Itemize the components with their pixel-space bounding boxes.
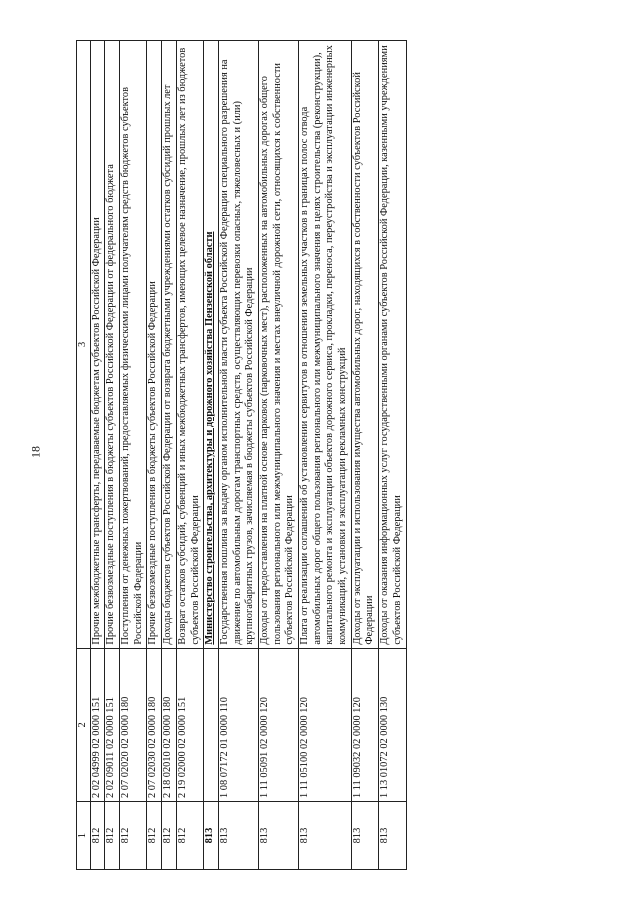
table-row	[105, 41, 120, 870]
admin-code-cell: 813	[351, 802, 378, 870]
table-row	[218, 41, 258, 870]
admin-code-cell: 812	[162, 802, 177, 870]
description-cell: Государственная пошлина за выдачу органом исполнительной власти субъекта Российской Федерации специального разрешения на движение по автомобильным дорогам транспортных средств, осуществляющих перевозки опасных, тяжеловесных и (или) крупногабаритных грузов, зачисляемая в бюджеты субъектов Российской Федерации	[218, 41, 258, 649]
revenue-code-cell: 2 19 02000 02 0000 151	[176, 648, 203, 801]
description-cell: Прочие безвозмездные поступления в бюджеты субъектов Российской Федерации	[147, 41, 162, 649]
revenue-code-cell: 1 08 07172 01 0000 110	[218, 648, 258, 801]
description-cell: Министерство строительства, архитектуры и дорожного хозяйства Пензенской области	[204, 41, 219, 649]
admin-code-cell: 812	[120, 802, 147, 870]
admin-code-cell: 812	[176, 802, 203, 870]
description-cell: Прочие безвозмездные поступления в бюджеты субъектов Российской Федерации от федерального бюджета	[105, 41, 120, 649]
admin-code-cell: 813	[299, 802, 352, 870]
budget-classification-table	[76, 40, 407, 870]
admin-code-cell: 812	[90, 802, 105, 870]
table-row	[120, 41, 147, 870]
table-row	[351, 41, 378, 870]
description-cell: Прочие межбюджетные трансферты, передаваемые бюджетам субъектов Российской Федерации	[90, 41, 105, 649]
revenue-code-cell: 2 07 02030 02 0000 180	[147, 648, 162, 801]
column-header-revenue-code: 2	[77, 648, 91, 801]
table-row	[258, 41, 298, 870]
revenue-code-cell: 2 18 02010 02 0000 180	[162, 648, 177, 801]
description-cell: Доходы от оказания информационных услуг государственными органами субъектов Российской Федерации, казенными учреждениями субъектов Российской Федерации	[379, 41, 406, 649]
description-cell: Возврат остатков субсидий, субвенций и иных межбюджетных трансфертов, имеющих целевое назначение, прошлых лет из бюджетов субъектов Российской Федерации	[176, 41, 203, 649]
revenue-code-cell: 1 11 05100 02 0000 120	[299, 648, 352, 801]
description-cell: Доходы от эксплуатации и использования имущества автомобильных дорог, находящихся в собственности субъектов Российской Федерации	[351, 41, 378, 649]
table-row	[90, 41, 105, 870]
revenue-code-cell: 2 02 09011 02 0000 151	[105, 648, 120, 801]
table-row	[147, 41, 162, 870]
revenue-code-cell: 1 11 09032 02 0000 120	[351, 648, 378, 801]
page-number: 18	[28, 446, 43, 458]
admin-code-cell: 813	[218, 802, 258, 870]
revenue-code-cell: 2 07 02020 02 0000 180	[120, 648, 147, 801]
table-section-row	[204, 41, 219, 870]
table-body	[90, 41, 406, 870]
table-row	[299, 41, 352, 870]
admin-code-cell: 812	[147, 802, 162, 870]
description-cell: Доходы от предоставления на платной основе парковок (парковочных мест), расположенных на автомобильных дорогах общего пользования регионального или межмуниципального значения и местах внеуличной дорожной сети, относящихся к собственности субъектов Российской Федерации	[258, 41, 298, 649]
admin-code-cell: 813	[204, 802, 219, 870]
admin-code-cell: 812	[105, 802, 120, 870]
revenue-code-cell: 1 11 05091 02 0000 120	[258, 648, 298, 801]
description-cell: Поступления от денежных пожертвований, предоставляемых физическими лицами получателям средств бюджетов субъектов Российской Федерации	[120, 41, 147, 649]
rotated-page-content	[76, 40, 526, 870]
revenue-code-cell: 2 02 04999 02 0000 151	[90, 648, 105, 801]
description-cell: Плата от реализации соглашений об установлении сервитутов в отношении земельных участков в границах полос отвода автомобильных дорог общего пользования регионального или межмуниципального значения в целях строительства (реконструкции), капитального ремонта и эксплуатации объектов дорожного сервиса, прокладки, переноса, переустройства и эксплуатации инженерных коммуникаций, установки и эксплуатации рекламных конструкций	[299, 41, 352, 649]
table-header-row	[77, 41, 91, 870]
table-row	[176, 41, 203, 870]
revenue-code-cell: 1 13 01072 02 0000 130	[379, 648, 406, 801]
column-header-admin-code: 1	[77, 802, 91, 870]
table-row	[162, 41, 177, 870]
revenue-code-cell	[204, 648, 219, 801]
description-cell: Доходы бюджетов субъектов Российской Федерации от возврата бюджетными учреждениями остатков субсидий прошлых лет	[162, 41, 177, 649]
admin-code-cell: 813	[258, 802, 298, 870]
table-row	[379, 41, 406, 870]
column-header-description: 3	[77, 41, 91, 649]
admin-code-cell: 813	[379, 802, 406, 870]
